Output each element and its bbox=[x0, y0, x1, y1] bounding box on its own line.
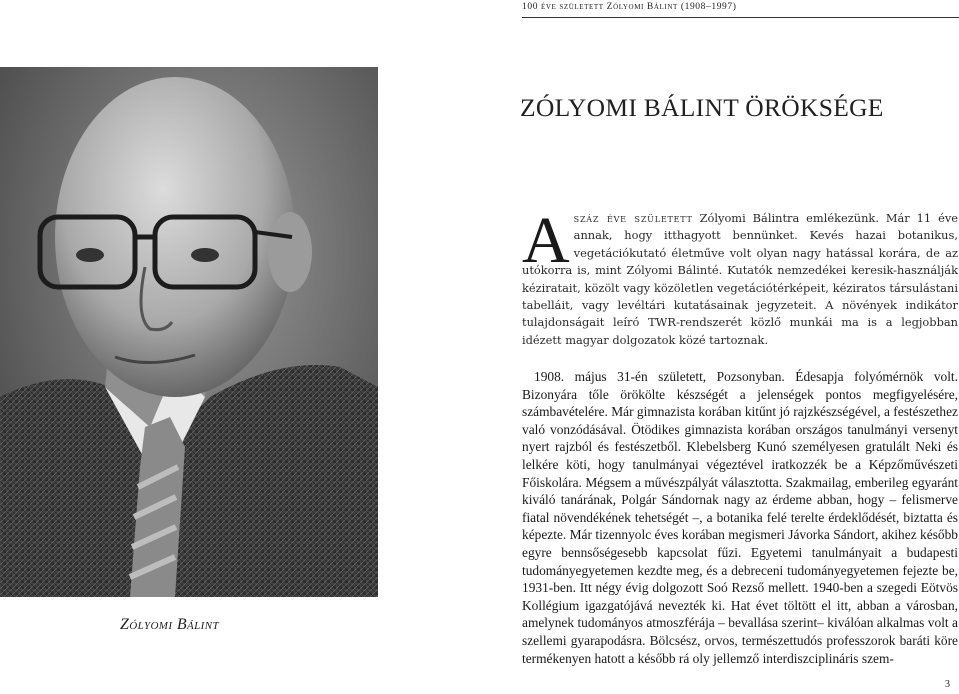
portrait-photo bbox=[0, 67, 378, 597]
intro-paragraph bbox=[522, 204, 958, 349]
running-head-rule bbox=[522, 17, 959, 18]
running-head: 100 éve született Zólyomi Bálint (1908–1997) bbox=[522, 2, 737, 12]
photo-caption: Zólyomi Bálint bbox=[120, 616, 219, 633]
intro-lead: száz éve született bbox=[573, 211, 693, 225]
page-title: ZÓLYOMI BÁLINT ÖRÖKSÉGE bbox=[520, 93, 884, 122]
biography-text bbox=[522, 368, 958, 667]
biography-paragraph: 1908. május 31-én született, Pozsonyban. Édesapja folyómérnök volt. Bizonyára tőle örökölte készségét a jelenségek pontos megfigyelésére, számbavételére. Már gimnazista korában kitűnt jó rajzkészségével, a festészethez való vonzódásával. Ötödikes gimnazista korában országos tanulmányi versenyt nyert rajzból és festészetből. Klebelsberg Kunó személyesen gratulált Neki és lelkére köti, hogy tanulmányai végeztével iratkozzék be a Képzőművészeti Főiskolára. Mégsem a művészpályát választotta. Szakmailag, emberileg egyaránt kiváló tanárának, Polgár Sándornak nagy az érdeme abban, hogy – felismerve fiatal növendékének tehetségét –, a botanika felé terelte érdeklődését, biztatta és képezte. Már tizennyolc éves korában megismeri Jávorka Sándort, akihez később egyre bennsőségesebb kapcsolat fűzi. Egyetemi tanulmányait a budapesti tudományegyetemen kezdte meg, és a debreceni tudományegyetemen fejezte be, 1931-ben. Itt négy évig dolgozott Soó Rezső mellett. 1940-ben a szegedi Eötvös Kollégium igazgatójává nevezték ki. Hat évet töltött el itt, abban a városban, amelynek tudományos atmoszférája – bevallása szerint– kiválóan alkalmas volt a szellemi gyarapodásra. Bölcsész, orvos, természettudós professzorok baráti köre termékenyen hatott a később rá oly jellemző interdiszciplináris szem- bbox=[522, 369, 958, 666]
page-number: 3 bbox=[945, 679, 950, 690]
drop-cap: A bbox=[522, 204, 570, 277]
intro-text: Zólyomi Bálintra emlékezünk. Már 11 éve annak, hogy itthagyott bennünket. Kevés hazai botanikus, vegetációkutató életműve volt olyan nagy hatással korára, de az utókorra is, mint Zólyomi Bálinté. Kutatók nemzedékei keresik-használják kéziratait, közölt vagy közöletlen vegetációtérképeit, kéziratos társulástani tabelláit, vagy levéltári kutatásainak jegyzeteit. A növények indikátor tulajdonságait leíró TWR-rendszerét közlő munkái ma is a legjobban idézett magyar dolgozatok közé tartoznak. bbox=[522, 211, 958, 347]
